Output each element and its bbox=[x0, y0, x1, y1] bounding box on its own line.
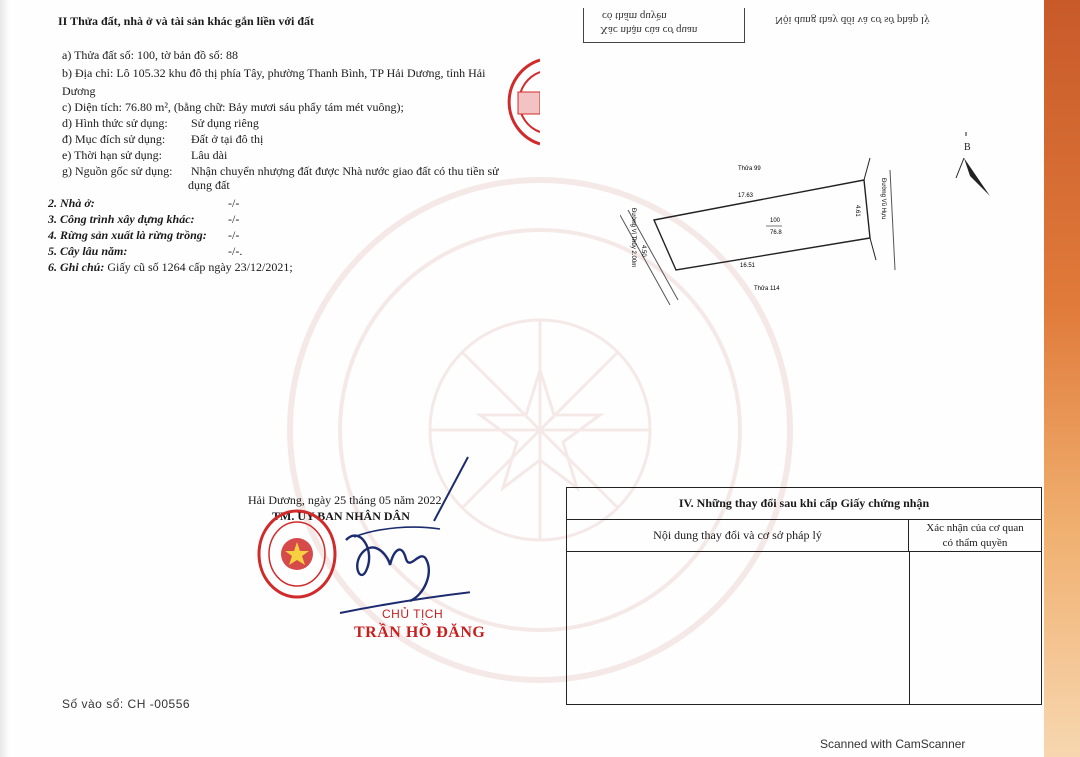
road-line-right bbox=[890, 170, 895, 270]
usage-form-value: Sử dụng riêng bbox=[191, 116, 259, 130]
address-value: Lô 105.32 khu đô thị phía Tây, phường Thanh Bình, TP Hải Dương, tỉnh Hải bbox=[116, 66, 486, 80]
confirmation-line-1: Xác nhận của cơ quan bbox=[926, 522, 1024, 534]
mirrored-text-1: có thẩm quyền bbox=[602, 10, 667, 22]
item-house-label: 2. Nhà ở: bbox=[48, 196, 95, 210]
area-label: c) Diện tích: bbox=[62, 100, 122, 114]
top-neighbor-text: Thửa 99 bbox=[738, 166, 761, 172]
item-construction-label: 3. Công trình xây dựng khác: bbox=[48, 212, 195, 226]
changes-table-title: IV. Những thay đổi sau khi cấp Giấy chứng nhận bbox=[567, 488, 1041, 520]
scanner-watermark: Scanned with CamScanner bbox=[820, 737, 966, 751]
mirrored-text-3: Nội dung thay đổi và cơ sở pháp lý bbox=[775, 14, 930, 26]
north-label: B bbox=[964, 142, 971, 153]
right-length-text: 4.61 bbox=[854, 205, 860, 217]
area-line bbox=[62, 100, 404, 115]
changes-col-content: Nội dung thay đổi và cơ sở pháp lý bbox=[567, 519, 909, 552]
certificate-page bbox=[10, 0, 1044, 757]
area-value: 76.80 m², (bằng chữ: Bảy mươi sáu phẩy tám mét vuông); bbox=[124, 100, 404, 114]
term-line bbox=[62, 148, 227, 163]
note-label: 6. Ghi chú: bbox=[48, 260, 105, 274]
road-line-left bbox=[620, 215, 670, 305]
north-arrow-icon bbox=[950, 128, 1000, 200]
mirrored-text-2: Xác nhận của cơ quan bbox=[600, 24, 698, 36]
left-length-text: 4.50 bbox=[640, 245, 646, 257]
official-seal bbox=[256, 508, 338, 600]
item-trees-label: 5. Cây lâu năm: bbox=[48, 244, 128, 258]
purpose-line bbox=[62, 132, 263, 147]
note-line bbox=[48, 260, 293, 275]
changes-col-divider bbox=[909, 552, 910, 704]
parcel-boundary bbox=[654, 180, 870, 270]
certificate-serial: Số vào sổ: CH -00556 bbox=[62, 697, 191, 711]
purpose-label: đ) Mục đích sử dụng: bbox=[62, 132, 166, 146]
item-trees-value: -/-. bbox=[228, 244, 243, 258]
right-road-text: Đường Vũ Hựu bbox=[880, 178, 886, 220]
address-line-2: Dương bbox=[62, 84, 96, 98]
item-forest-label: 4. Rừng sản xuất là rừng trồng: bbox=[48, 228, 207, 242]
bottom-length-text: 16.51 bbox=[740, 263, 756, 269]
origin-label: g) Nguồn gốc sử dụng: bbox=[62, 164, 173, 178]
address-line bbox=[62, 66, 485, 81]
item-house-value: -/- bbox=[228, 196, 240, 210]
usage-form-label: d) Hình thức sử dụng: bbox=[62, 116, 168, 130]
scan-right-edge bbox=[1044, 0, 1080, 757]
section-title: II Thửa đất, nhà ở và tài sản khác gắn liền với đất bbox=[58, 14, 315, 28]
changes-col-confirmation bbox=[909, 519, 1041, 552]
address-label: b) Địa chỉ: bbox=[62, 66, 114, 80]
land-plot-diagram bbox=[620, 150, 910, 305]
origin-value: Nhận chuyển nhượng đất được Nhà nước giao đất có thu tiền sử bbox=[191, 164, 499, 178]
official-seal-partial bbox=[488, 56, 540, 148]
item-forest-value: -/- bbox=[228, 228, 240, 242]
top-length-text: 17.63 bbox=[738, 193, 754, 199]
land-parcel-line bbox=[62, 48, 238, 63]
term-value: Lâu dài bbox=[191, 148, 228, 162]
origin-line-2: dụng đất bbox=[188, 178, 230, 192]
signature-image bbox=[330, 455, 470, 615]
confirmation-line-2: có thẩm quyền bbox=[942, 537, 1008, 549]
origin-line bbox=[62, 164, 499, 179]
place-date: Hải Dương, ngày 25 tháng 05 năm 2022 bbox=[248, 493, 442, 507]
signer-name: TRẦN HỒ ĐĂNG bbox=[354, 624, 486, 641]
signer-title: CHỦ TỊCH bbox=[382, 607, 444, 621]
bottom-neighbor-text: Thửa 114 bbox=[754, 286, 780, 292]
left-road-text: Đường Vị Thủy 2.00m bbox=[630, 208, 636, 268]
parcel-number-text: 100 bbox=[770, 218, 781, 224]
map-sheet: , tờ bản đồ số: 88 bbox=[154, 48, 238, 62]
item-construction-value: -/- bbox=[228, 212, 240, 226]
parcel-area-text: 76.8 bbox=[770, 230, 782, 236]
note-value: Giấy cũ số 1264 cấp ngày 23/12/2021; bbox=[107, 260, 293, 274]
parcel-label: a) Thửa đất số: bbox=[62, 48, 134, 62]
issuing-authority: TM. ỦY BAN NHÂN DÂN bbox=[272, 509, 410, 523]
scan-left-edge bbox=[0, 0, 10, 757]
usage-form-line bbox=[62, 116, 259, 131]
term-label: e) Thời hạn sử dụng: bbox=[62, 148, 162, 162]
parcel-value: 100 bbox=[136, 48, 155, 62]
purpose-value: Đất ở tại đô thị bbox=[191, 132, 264, 146]
changes-table bbox=[566, 487, 1042, 705]
